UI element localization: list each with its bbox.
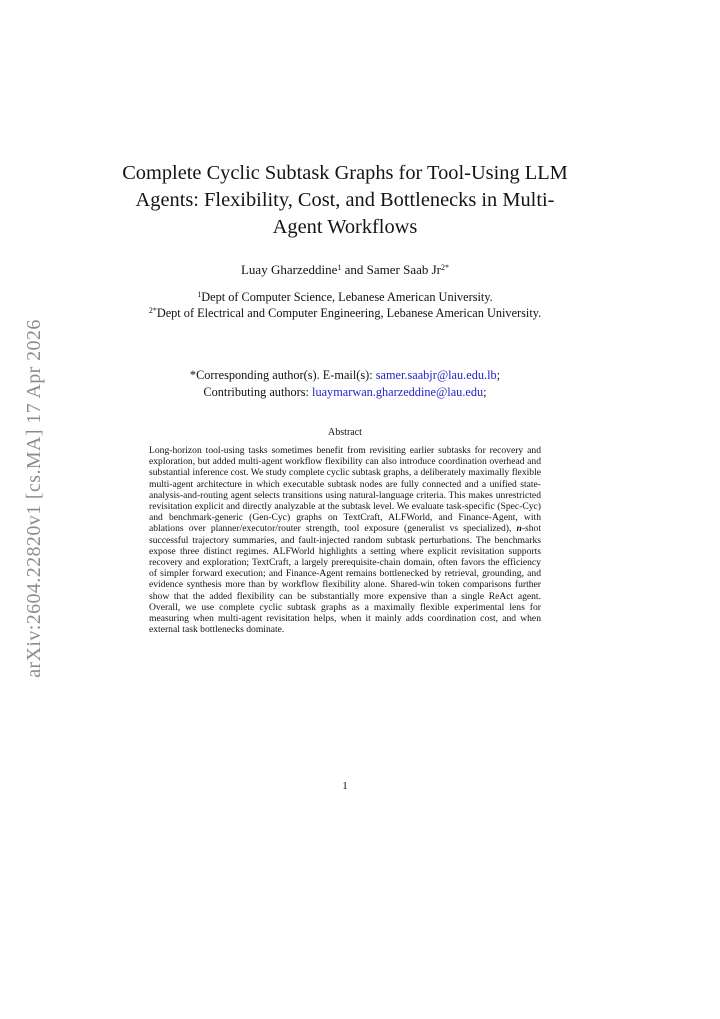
author-1-name: Luay Gharzeddine [240, 262, 338, 277]
abstract-text-part-1: Long-horizon tool-using tasks sometimes benefit from revisiting earlier subtasks for recovery and exploration, but added multi-agent workflow flexibility can also introduce coordination overhead and substantial inference cost. We study complete cyclic subtask graphs, a deliberately maximally flexible multi-agent architecture in which executable subtask nodes are fully connected and a unified state-analysis-and-routing agent selects transitions using natural-language criteria. This makes unrestricted revisitation explicit and directly analyzable at the subtask level. We evaluate task-specific (Spec-Cyc) and benchmark-generic (Gen-Cyc) graphs on TextCraft, ALFWorld, and Finance-Agent, with ablations over planner/executor/router strength, tool exposure (generalist vs specialized), [149, 445, 541, 535]
affiliations [140, 289, 550, 321]
correspondence-block [140, 367, 550, 401]
affiliation-2-mark: 2* [148, 306, 157, 315]
author-2-mark: 2* [441, 263, 450, 272]
page-number: 1 [342, 780, 348, 792]
arxiv-sidebar-stamp [17, 294, 51, 702]
affiliation-2-text: Dept of Electrical and Computer Engineering, Lebanese American University. [156, 306, 542, 320]
abstract-text-part-2: -shot successful trajectory summaries, and fault-injected random subtask perturbations. The benchmarks expose three distinct regimes. ALFWorld highlights a setting where explicit revisitation supports recovery and exploration; TextCraft, a largely prerequisite-chain domain, often favors the efficiency of simpler forward execution; and Finance-Agent remains bottlenecked by retrieval, grounding, and evidence synthesis more than by workflow flexibility alone. Shared-win token comparisons further show that the added flexibility can be substantially more expensive than a single ReAct agent. Overall, we use complete cyclic subtask graphs as a maximally flexible experimental lens for measuring when multi-agent revisitation helps, when it mainly adds coordination cost, and when external task bottlenecks dominate. [149, 523, 541, 636]
n-symbol: n [516, 523, 522, 535]
affiliation-2 [140, 305, 550, 321]
contributing-line [140, 384, 550, 401]
author-line [120, 262, 570, 278]
abstract-body [149, 445, 541, 635]
affiliation-1-text: Dept of Computer Science, Lebanese American University. [201, 290, 493, 304]
affiliation-1 [140, 289, 550, 305]
author-1-mark: 1 [337, 263, 342, 272]
contributing-email-link[interactable]: luaymarwan.gharzeddine@lau.edu [312, 385, 484, 399]
contributing-prefix: Contributing authors: [203, 385, 313, 399]
abstract-heading: Abstract [328, 427, 362, 438]
paper-title: Complete Cyclic Subtask Graphs for Tool-Using LLM Agents: Flexibility, Cost, and Bottlenecks in Multi-Agent Workflows [122, 162, 568, 238]
corresponding-prefix: *Corresponding author(s). E-mail(s): [189, 368, 376, 382]
author-2-name: Samer Saab Jr [366, 262, 442, 277]
corresponding-suffix: ; [496, 368, 501, 382]
affiliation-1-mark: 1 [197, 290, 202, 299]
arxiv-identifier: arXiv:2604.22820v1 [cs.MA] 17 Apr 2026 [22, 318, 45, 678]
author-conjunction: and [341, 262, 367, 277]
corresponding-line [140, 367, 550, 384]
contributing-suffix: ; [483, 385, 487, 399]
corresponding-email-link[interactable]: samer.saabjr@lau.edu.lb [375, 368, 497, 382]
